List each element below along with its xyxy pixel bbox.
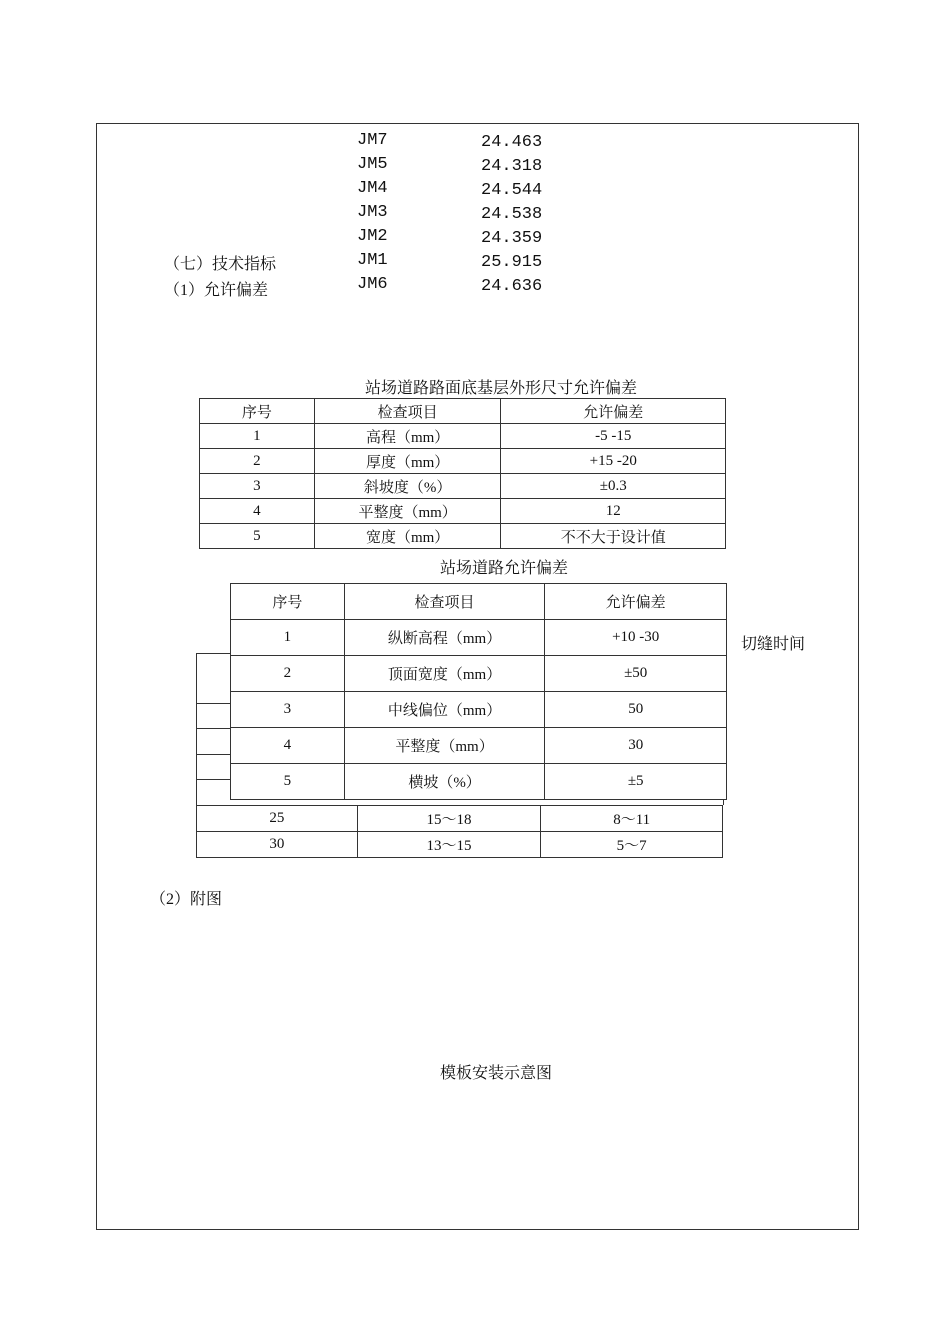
cell: 平整度（mm） <box>314 499 501 524</box>
cell: 30 <box>197 832 358 858</box>
header-cell: 检查项目 <box>344 584 545 620</box>
cell: 高程（mm） <box>314 424 501 449</box>
cell: 12 <box>501 499 726 524</box>
table-header-row <box>200 399 726 424</box>
table2 <box>230 583 727 800</box>
table-row <box>231 620 727 656</box>
benchmark-value: 24.359 <box>481 229 543 248</box>
benchmark-name: JM4 <box>357 179 388 198</box>
cell: -5 -15 <box>501 424 726 449</box>
benchmark-name: JM5 <box>357 155 388 174</box>
cell: 3 <box>231 692 345 728</box>
cell: 宽度（mm） <box>314 524 501 549</box>
benchmark-name: JM2 <box>357 227 388 246</box>
cell: 平整度（mm） <box>344 728 545 764</box>
benchmark-name: JM7 <box>357 131 388 150</box>
cell: 1 <box>200 424 315 449</box>
header-cell: 允许偏差 <box>501 399 726 424</box>
table-row <box>231 656 727 692</box>
cell: ±0.3 <box>501 474 726 499</box>
cell: 2 <box>200 449 315 474</box>
figure-caption: 模板安装示意图 <box>440 1065 553 1082</box>
cell: 1 <box>231 620 345 656</box>
cell: 5 <box>231 764 345 800</box>
header-cell: 序号 <box>200 399 315 424</box>
benchmark-value: 24.538 <box>481 205 543 224</box>
cell: 2 <box>231 656 345 692</box>
table-row <box>200 499 726 524</box>
table-header-row <box>231 584 727 620</box>
cell: 厚度（mm） <box>314 449 501 474</box>
header-cell: 检查项目 <box>314 399 501 424</box>
cell: 5～7 <box>541 832 723 858</box>
cell: 斜坡度（%） <box>314 474 501 499</box>
benchmark-value: 24.463 <box>481 133 543 152</box>
cell: +15 -20 <box>501 449 726 474</box>
cell: 25 <box>197 806 358 832</box>
table-row <box>200 524 726 549</box>
table-row <box>197 806 723 832</box>
table2-title: 站场道路允许偏差 <box>440 560 569 577</box>
cell: 中线偏位（mm） <box>344 692 545 728</box>
sub-heading: （1）允许偏差 <box>164 282 269 299</box>
benchmark-value: 24.544 <box>481 181 543 200</box>
table3-left-edge <box>196 653 231 806</box>
header-cell: 序号 <box>231 584 345 620</box>
side-label: 切缝时间 <box>741 636 806 653</box>
cell: +10 -30 <box>545 620 727 656</box>
benchmark-value: 24.636 <box>481 277 543 296</box>
section-heading: （七）技术指标 <box>164 256 277 273</box>
benchmark-name: JM1 <box>357 251 388 270</box>
header-cell: 允许偏差 <box>545 584 727 620</box>
cell: ±5 <box>545 764 727 800</box>
table-row <box>231 692 727 728</box>
cell: 横坡（%） <box>344 764 545 800</box>
table-row <box>200 474 726 499</box>
cell: 8～11 <box>541 806 723 832</box>
cell: 13～15 <box>357 832 541 858</box>
cell: 纵断高程（mm） <box>344 620 545 656</box>
benchmark-name: JM3 <box>357 203 388 222</box>
cell: 5 <box>200 524 315 549</box>
cell: 50 <box>545 692 727 728</box>
cell: 15～18 <box>357 806 541 832</box>
benchmark-name: JM6 <box>357 275 388 294</box>
cell: 3 <box>200 474 315 499</box>
cell: 顶面宽度（mm） <box>344 656 545 692</box>
benchmark-value: 25.915 <box>481 253 543 272</box>
cell: 不不大于设计值 <box>501 524 726 549</box>
figure-heading: （2）附图 <box>150 891 223 908</box>
cell: ±50 <box>545 656 727 692</box>
cell: 4 <box>231 728 345 764</box>
table-row <box>231 728 727 764</box>
table-row <box>231 764 727 800</box>
table-row <box>200 424 726 449</box>
table-row <box>200 449 726 474</box>
table3 <box>196 805 723 858</box>
table1 <box>199 398 726 549</box>
table1-title: 站场道路路面底基层外形尺寸允许偏差 <box>365 380 638 397</box>
cell: 30 <box>545 728 727 764</box>
benchmark-value: 24.318 <box>481 157 543 176</box>
table-row <box>197 832 723 858</box>
cell: 4 <box>200 499 315 524</box>
